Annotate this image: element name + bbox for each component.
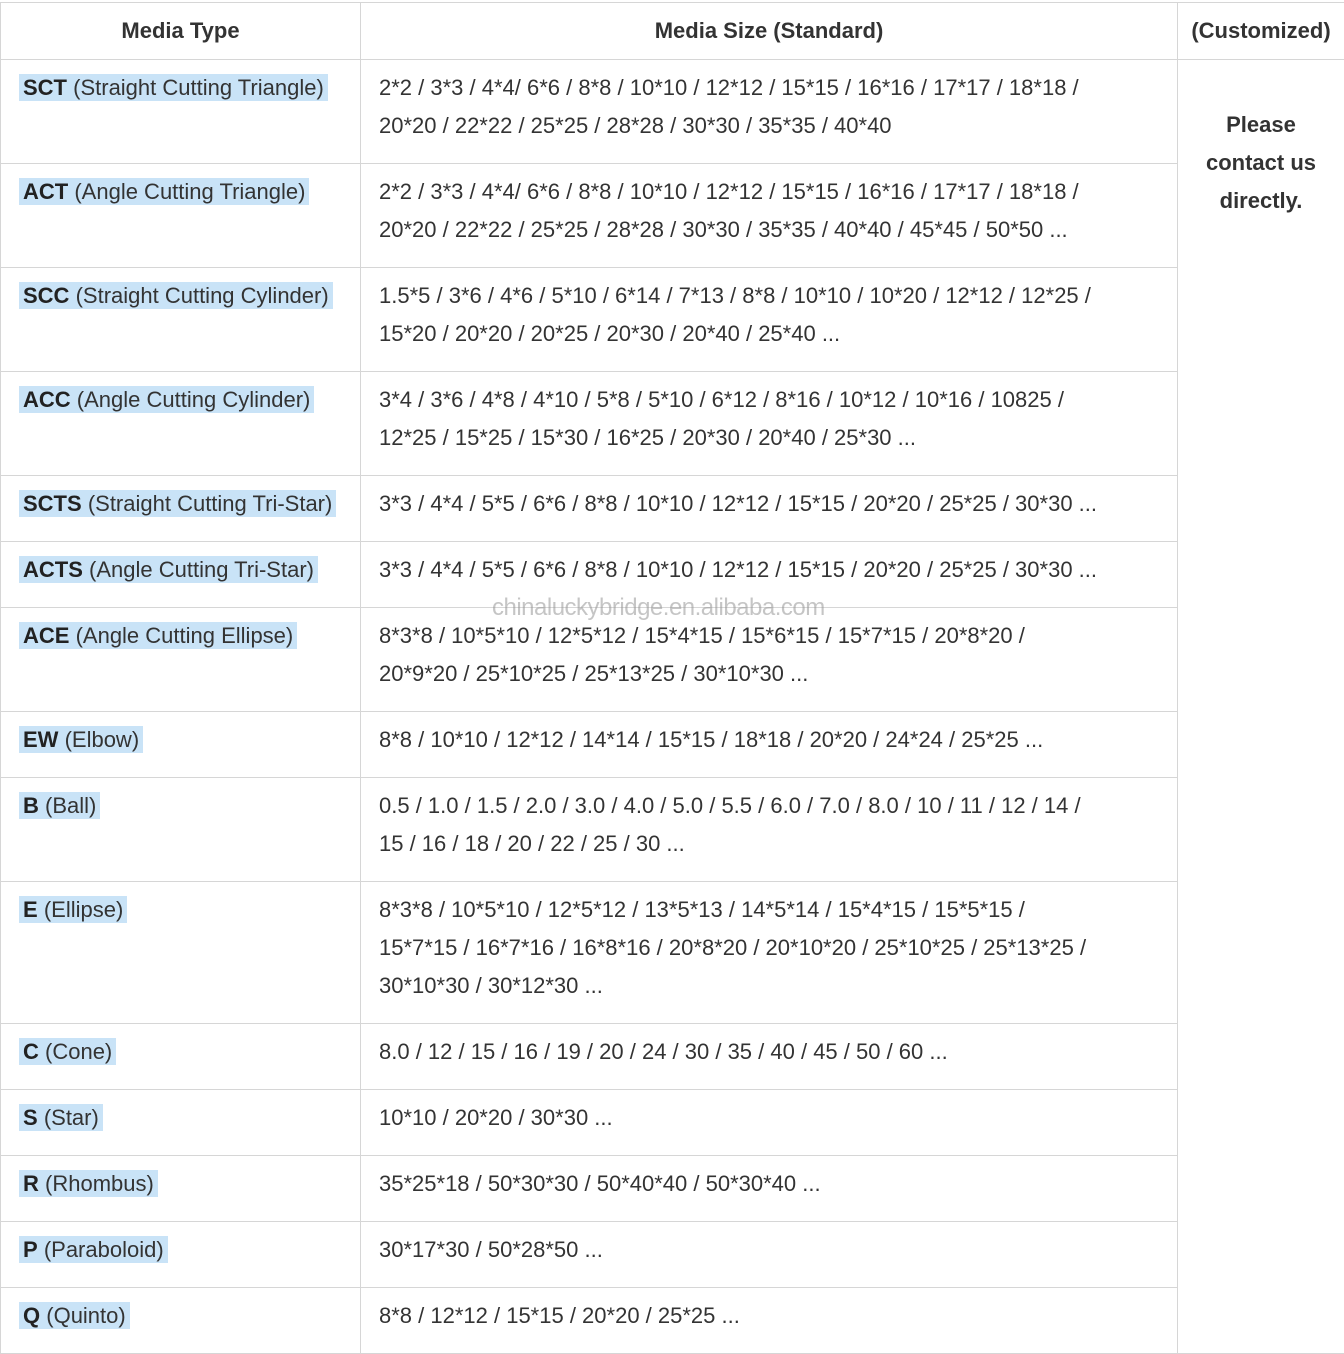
media-size-cell [361,164,1178,268]
media-type-highlight [19,74,328,101]
media-type-code: ACTS [23,557,83,582]
media-type-code: Q [23,1303,40,1328]
table-row [1,882,1344,1024]
media-type-cell [1,778,361,882]
media-type-cell [1,882,361,1024]
media-size-line: 2*2 / 3*3 / 4*4/ 6*6 / 8*8 / 10*10 / 12*12 / 15*15 / 16*16 / 17*17 / 18*18 / [379,173,1159,211]
media-type-name: (Angle Cutting Ellipse) [76,623,294,648]
media-type-cell [1,60,361,164]
media-type-code: R [23,1171,39,1196]
media-type-highlight [19,1236,168,1263]
media-size-line: 0.5 / 1.0 / 1.5 / 2.0 / 3.0 / 4.0 / 5.0 / 5.5 / 6.0 / 7.0 / 8.0 / 10 / 11 / 12 / 14 / [379,787,1159,825]
media-type-highlight [19,178,309,205]
table-row [1,712,1344,778]
media-size-line: 35*25*18 / 50*30*30 / 50*40*40 / 50*30*40 ... [379,1165,1159,1203]
media-type-code: E [23,897,38,922]
table-row [1,608,1344,712]
media-type-name: (Straight Cutting Triangle) [73,75,324,100]
media-type-highlight [19,1302,130,1329]
media-size-line: 2*2 / 3*3 / 4*4/ 6*6 / 8*8 / 10*10 / 12*12 / 15*15 / 16*16 / 17*17 / 18*18 / [379,69,1159,107]
media-size-line: 3*4 / 3*6 / 4*8 / 4*10 / 5*8 / 5*10 / 6*12 / 8*16 / 10*12 / 10*16 / 10825 / [379,381,1159,419]
header-media-type: Media Type [1,3,361,60]
media-type-cell [1,1288,361,1354]
media-type-name: (Quinto) [46,1303,125,1328]
table-row [1,1288,1344,1354]
media-type-highlight [19,622,297,649]
media-size-line: 10*10 / 20*20 / 30*30 ... [379,1099,1159,1137]
table-row [1,372,1344,476]
media-type-code: B [23,793,39,818]
media-size-line: 8*8 / 10*10 / 12*12 / 14*14 / 15*15 / 18*18 / 20*20 / 24*24 / 25*25 ... [379,721,1159,759]
media-type-cell [1,268,361,372]
media-type-name: (Ellipse) [44,897,123,922]
media-type-cell [1,712,361,778]
media-type-name: (Straight Cutting Cylinder) [76,283,329,308]
table-body [1,60,1344,1354]
media-type-highlight [19,792,100,819]
media-size-cell [361,712,1178,778]
media-size-line: 15*20 / 20*20 / 20*25 / 20*30 / 20*40 / 25*40 ... [379,315,1159,353]
media-type-name: (Ball) [45,793,96,818]
media-size-cell [361,372,1178,476]
media-type-cell [1,608,361,712]
media-type-code: ACE [23,623,69,648]
table-row [1,1156,1344,1222]
media-size-line: 12*25 / 15*25 / 15*30 / 16*25 / 20*30 / 20*40 / 25*30 ... [379,419,1159,457]
media-size-line: 20*20 / 22*22 / 25*25 / 28*28 / 30*30 / 35*35 / 40*40 / 45*45 / 50*50 ... [379,211,1159,249]
table-row [1,778,1344,882]
media-size-line: 30*10*30 / 30*12*30 ... [379,967,1159,1005]
media-type-code: C [23,1039,39,1064]
media-size-cell [361,1090,1178,1156]
media-size-cell [361,608,1178,712]
media-type-highlight [19,556,318,583]
media-type-name: (Paraboloid) [44,1237,164,1262]
media-size-cell [361,1024,1178,1090]
media-type-name: (Cone) [45,1039,112,1064]
media-type-cell [1,476,361,542]
media-type-code: ACC [23,387,71,412]
media-size-cell [361,1156,1178,1222]
media-type-highlight [19,726,143,753]
watermark: chinaluckybridge.en.alibaba.com [492,594,825,622]
media-type-name: (Angle Cutting Triangle) [74,179,305,204]
media-size-line: 15*7*15 / 16*7*16 / 16*8*16 / 20*8*20 / 20*10*20 / 25*10*25 / 25*13*25 / [379,929,1159,967]
media-size-cell [361,1288,1178,1354]
media-size-line: 8*3*8 / 10*5*10 / 12*5*12 / 15*4*15 / 15*6*15 / 15*7*15 / 20*8*20 / [379,617,1159,655]
media-type-name: (Elbow) [65,727,140,752]
contact-note-line: Please [1179,106,1343,144]
media-type-name: (Straight Cutting Tri-Star) [88,491,333,516]
media-type-cell [1,1090,361,1156]
table-row [1,542,1344,608]
media-size-cell [361,60,1178,164]
media-size-cell [361,1222,1178,1288]
media-type-cell [1,1156,361,1222]
media-type-name: (Star) [44,1105,99,1130]
media-type-highlight [19,386,314,413]
media-size-cell [361,778,1178,882]
contact-note-line: contact us [1179,144,1343,182]
header-media-size-standard: Media Size (Standard) [361,3,1178,60]
media-type-highlight [19,490,336,517]
media-size-line: 15 / 16 / 18 / 20 / 22 / 25 / 30 ... [379,825,1159,863]
table-row [1,1090,1344,1156]
customized-contact-cell [1178,60,1344,1354]
media-size-cell [361,882,1178,1024]
header-customized: (Customized) [1178,3,1344,60]
media-type-code: ACT [23,179,68,204]
media-type-highlight [19,1038,116,1065]
media-type-cell [1,372,361,476]
media-size-cell [361,476,1178,542]
media-size-line: 8*8 / 12*12 / 15*15 / 20*20 / 25*25 ... [379,1297,1159,1335]
media-size-line: 30*17*30 / 50*28*50 ... [379,1231,1159,1269]
media-type-code: S [23,1105,38,1130]
media-type-highlight [19,1104,103,1131]
media-type-code: SCTS [23,491,82,516]
media-type-name: (Angle Cutting Tri-Star) [89,557,314,582]
media-type-cell [1,542,361,608]
media-size-line: 20*9*20 / 25*10*25 / 25*13*25 / 30*10*30 ... [379,655,1159,693]
media-type-highlight [19,896,127,923]
media-size-cell [361,268,1178,372]
media-type-cell [1,1024,361,1090]
table-row [1,1222,1344,1288]
media-size-line: 3*3 / 4*4 / 5*5 / 6*6 / 8*8 / 10*10 / 12*12 / 15*15 / 20*20 / 25*25 / 30*30 ... [379,551,1159,589]
media-type-code: EW [23,727,58,752]
table-row [1,476,1344,542]
media-size-cell [361,542,1178,608]
media-size-line: 3*3 / 4*4 / 5*5 / 6*6 / 8*8 / 10*10 / 12*12 / 15*15 / 20*20 / 25*25 / 30*30 ... [379,485,1159,523]
media-size-line: 1.5*5 / 3*6 / 4*6 / 5*10 / 6*14 / 7*13 / 8*8 / 10*10 / 10*20 / 12*12 / 12*25 / [379,277,1159,315]
media-size-line: 8*3*8 / 10*5*10 / 12*5*12 / 13*5*13 / 14*5*14 / 15*4*15 / 15*5*15 / [379,891,1159,929]
media-type-name: (Angle Cutting Cylinder) [77,387,311,412]
media-type-code: SCC [23,283,69,308]
table-row [1,164,1344,268]
table-row [1,60,1344,164]
media-size-line: 8.0 / 12 / 15 / 16 / 19 / 20 / 24 / 30 / 35 / 40 / 45 / 50 / 60 ... [379,1033,1159,1071]
table-row [1,1024,1344,1090]
media-type-cell [1,1222,361,1288]
media-type-code: SCT [23,75,67,100]
table-row [1,268,1344,372]
media-type-code: P [23,1237,38,1262]
media-type-cell [1,164,361,268]
media-size-table [0,2,1344,1354]
media-type-highlight [19,282,333,309]
table-header-row [1,3,1344,60]
media-type-highlight [19,1170,158,1197]
media-type-name: (Rhombus) [45,1171,154,1196]
contact-note-line: directly. [1179,182,1343,220]
media-size-line: 20*20 / 22*22 / 25*25 / 28*28 / 30*30 / 35*35 / 40*40 [379,107,1159,145]
